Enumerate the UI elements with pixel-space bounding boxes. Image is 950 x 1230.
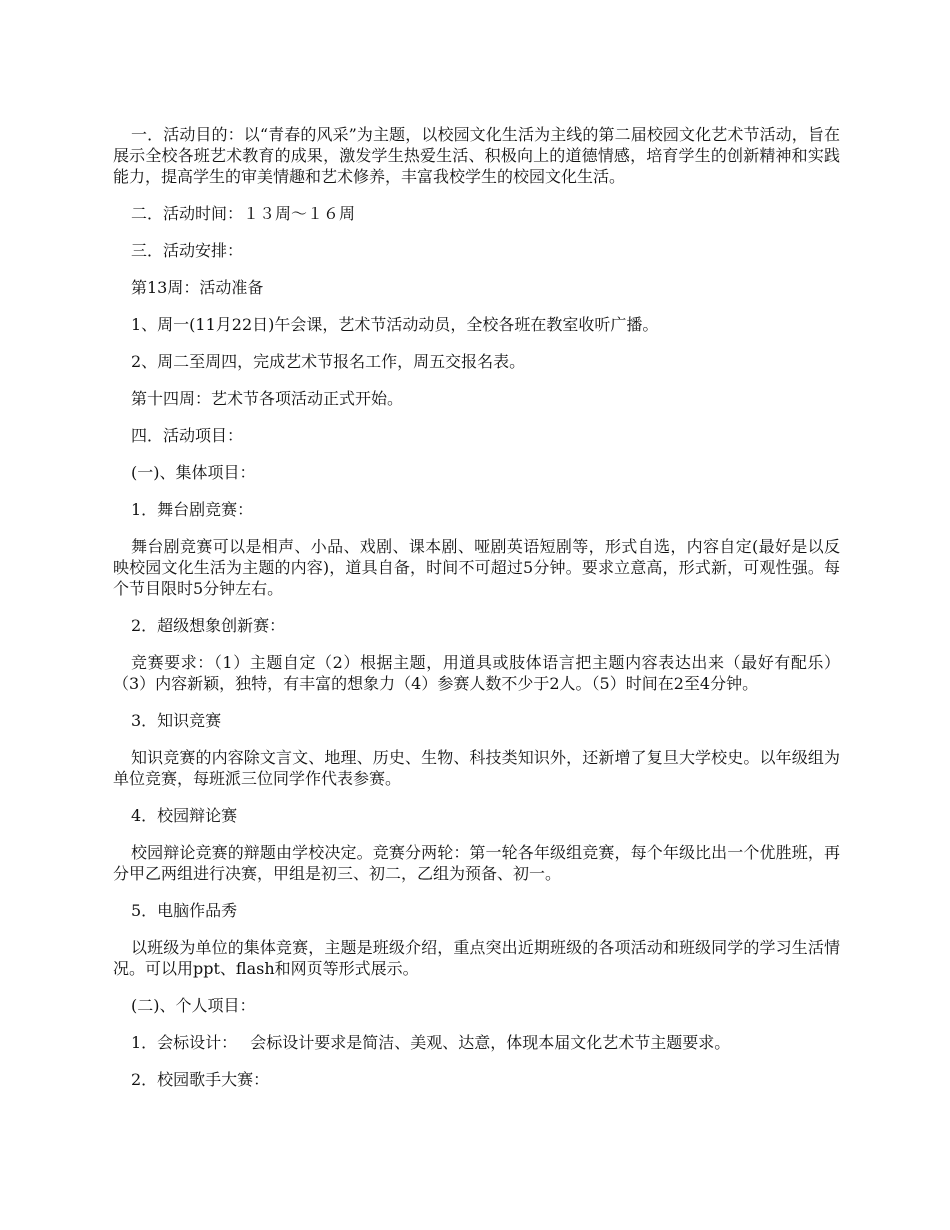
paragraph-quiz-body: 知识竞赛的内容除文言文、地理、历史、生物、科技类知识外，还新增了复旦大学校史。以年级组为单位竞赛，每班派三位同学作代表参赛。	[113, 748, 840, 788]
paragraph-stage-play-title: 1．舞台剧竞赛：	[131, 500, 254, 519]
paragraph-singer-contest: 2．校园歌手大赛：	[131, 1070, 270, 1089]
paragraph-debate-body: 校园辩论竞赛的辩题由学校决定。竞赛分两轮：第一轮各年级组竞赛，每个年级比出一个优胜班，再分甲乙两组进行决赛，甲组是初三、初二，乙组为预备、初一。	[113, 843, 840, 883]
paragraph-projects-heading: 四．活动项目：	[131, 426, 244, 445]
paragraph-imagination-title: 2．超级想象创新赛：	[131, 616, 286, 635]
paragraph-computer-title: 5．电脑作品秀	[131, 901, 238, 920]
paragraph-quiz-title: 3．知识竞赛	[131, 711, 222, 730]
paragraph-time: 二．活动时间：１３周～１６周	[131, 204, 356, 223]
paragraph-week13: 第13周：活动准备	[131, 278, 264, 297]
paragraph-logo-design: 1．会标设计： 会标设计要求是简洁、美观、达意，体现本届文化艺术节主题要求。	[131, 1033, 731, 1052]
paragraph-computer-body: 以班级为单位的集体竞赛，主题是班级介绍，重点突出近期班级的各项活动和班级同学的学习生活情况。可以用ppt、flash和网页等形式展示。	[113, 938, 840, 978]
paragraph-group-projects: (一)、集体项目：	[131, 463, 256, 482]
paragraph-tuesday-thursday: 2、周二至周四，完成艺术节报名工作，周五交报名表。	[131, 352, 526, 371]
paragraph-purpose: 一．活动目的：以“青春的风采”为主题，以校园文化生活为主线的第二届校园文化艺术节活动，旨在展示全校各班艺术教育的成果，激发学生热爱生活、积极向上的道德情感，培育学生的创新精神和实践能力，提高学生的审美情趣和艺术修养，丰富我校学生的校园文化生活。	[113, 125, 840, 186]
paragraph-imagination-body: 竞赛要求：（1）主题自定（2）根据主题，用道具或肢体语言把主题内容表达出来（最好有配乐）（3）内容新颖，独特，有丰富的想象力（4）参赛人数不少于2人。（5）时间在2至4分钟。	[113, 653, 840, 693]
paragraph-debate-title: 4．校园辩论赛	[131, 806, 238, 825]
document-page	[113, 124, 840, 1106]
paragraph-arrangement-heading: 三．活动安排：	[131, 241, 244, 260]
paragraph-individual-projects: (二)、个人项目：	[131, 996, 256, 1015]
paragraph-stage-play-body: 舞台剧竞赛可以是相声、小品、戏剧、课本剧、哑剧英语短剧等，形式自选，内容自定(最好是以反映校园文化生活为主题的内容)，道具自备，时间不可超过5分钟。要求立意高，形式新，可观性强。每个节目限时5分钟左右。	[113, 537, 840, 598]
paragraph-week14: 第十四周：艺术节各项活动正式开始。	[131, 389, 404, 408]
paragraph-monday: 1、周一(11月22日)午会课，艺术节活动动员，全校各班在教室收听广播。	[131, 315, 659, 334]
